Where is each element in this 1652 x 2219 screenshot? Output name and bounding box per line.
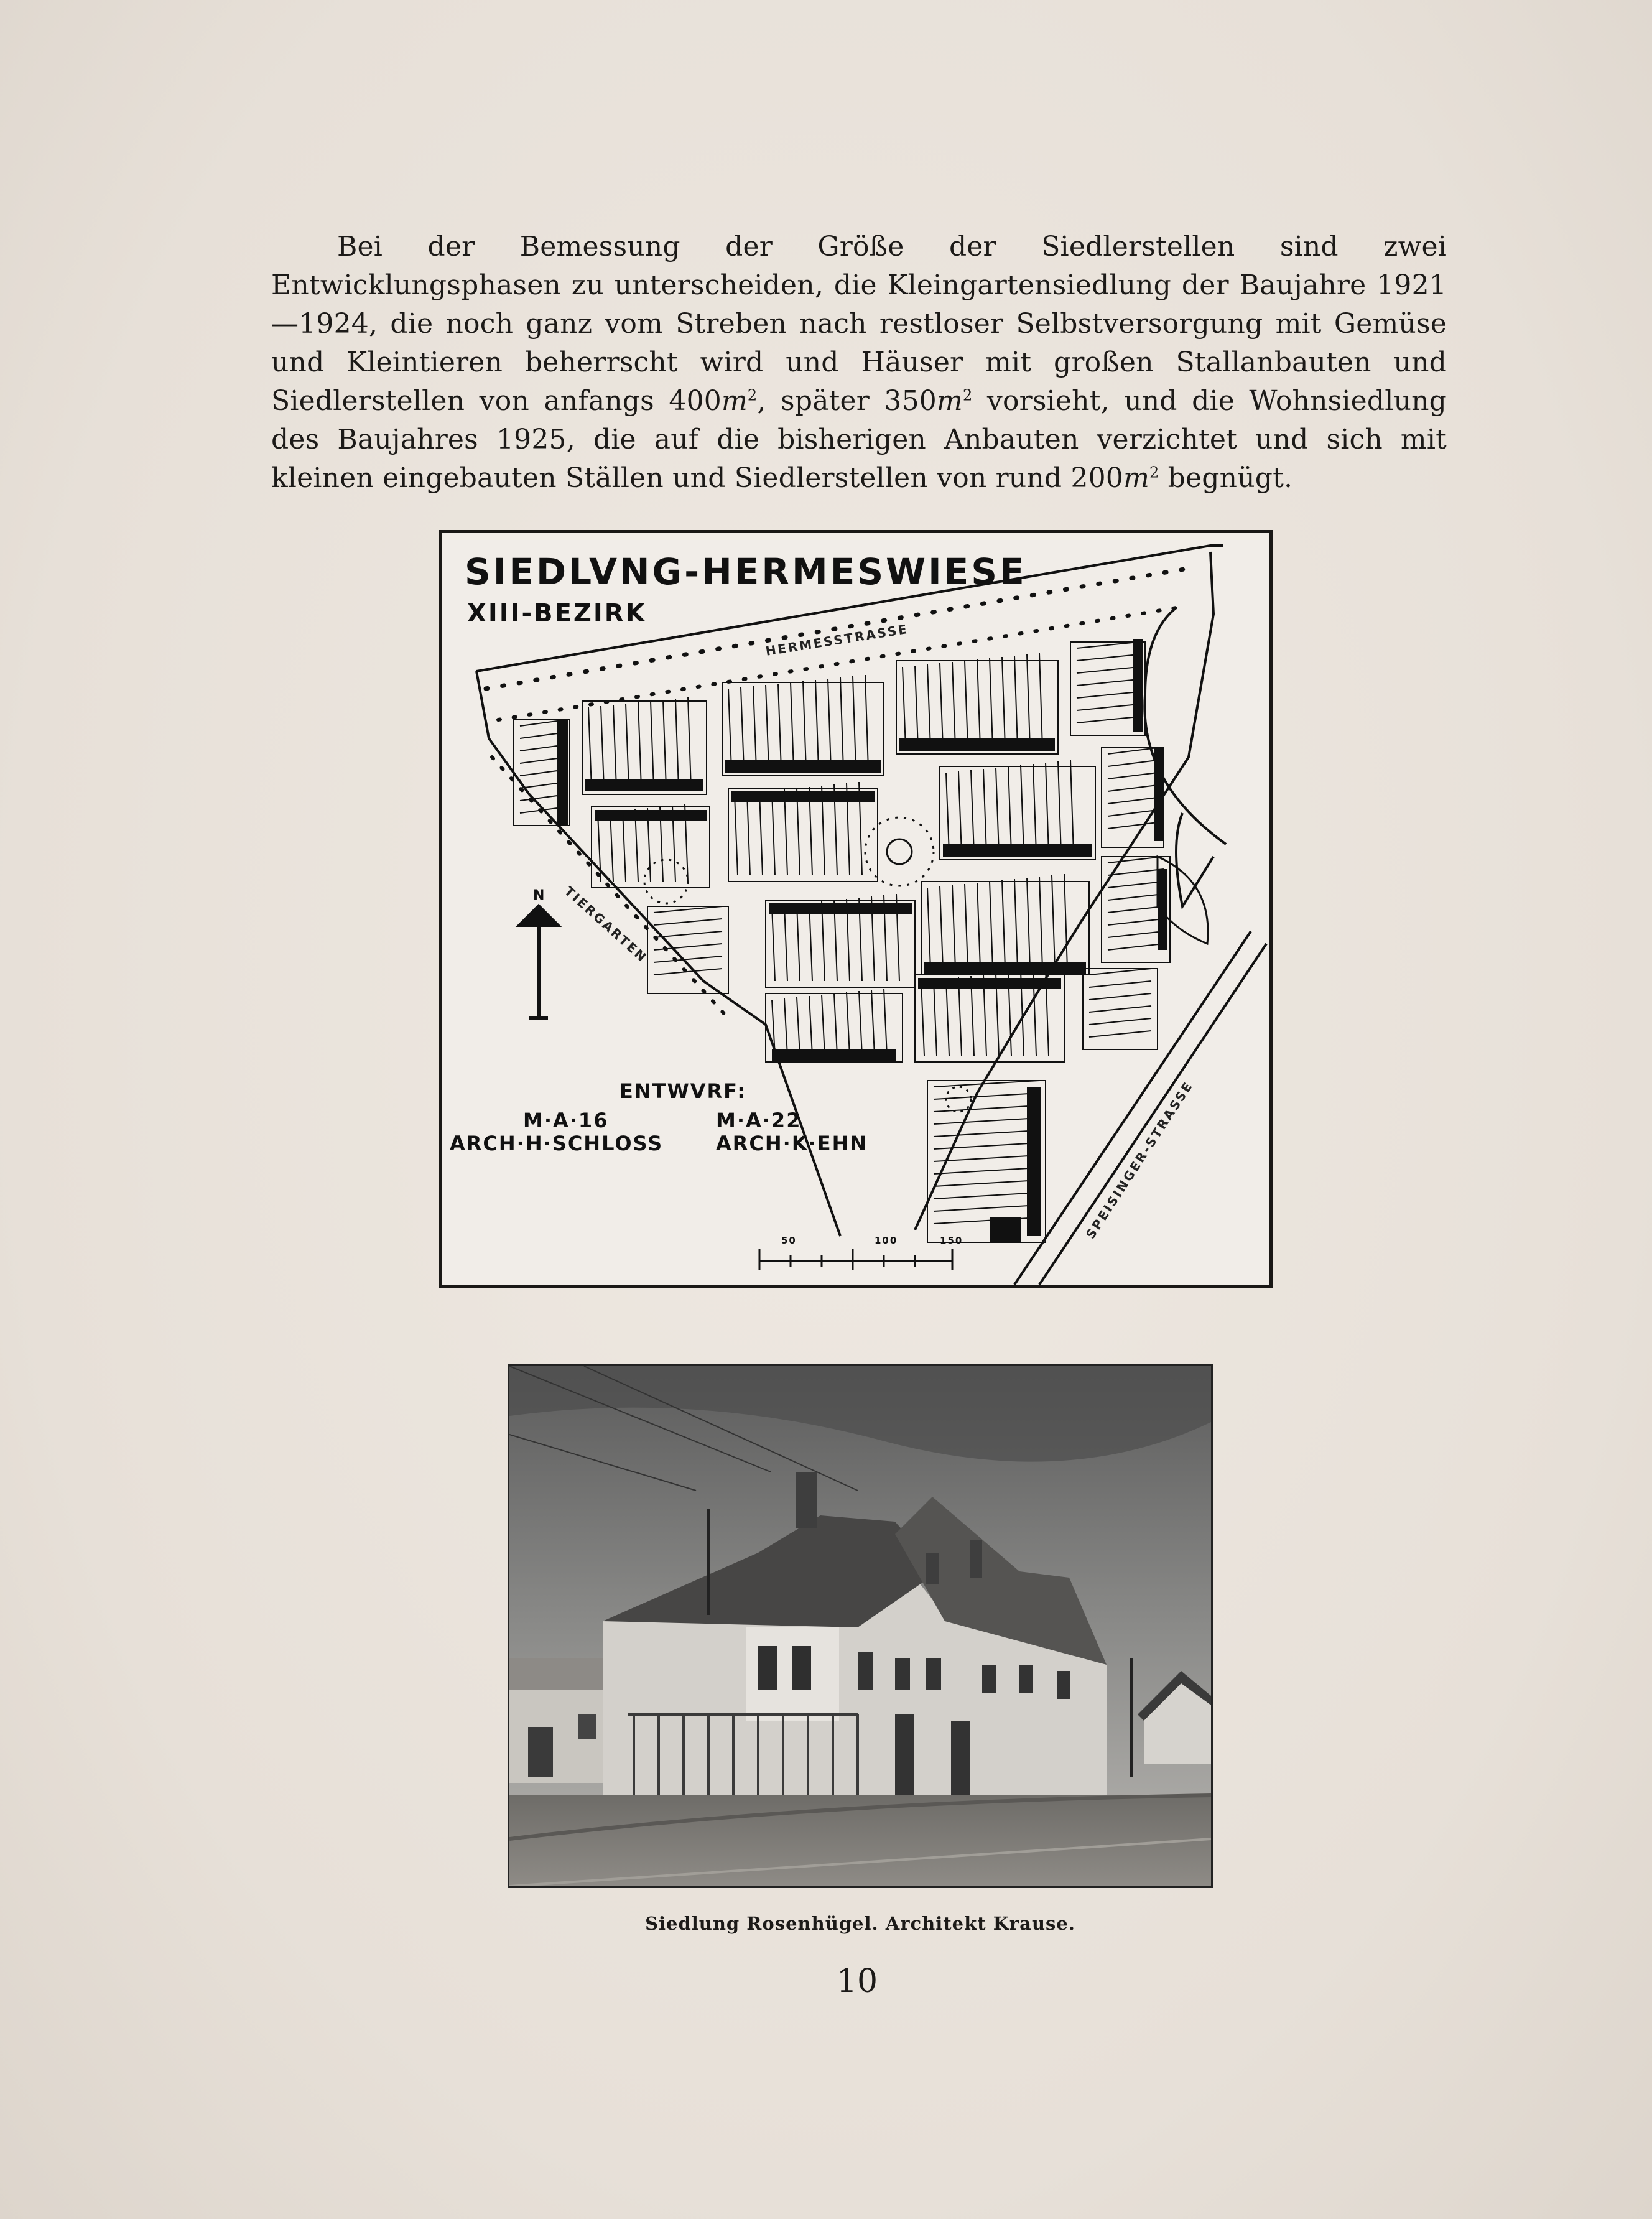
architect-right: ARCH·K·EHN <box>716 1132 868 1155</box>
site-plan-drawing <box>442 533 1269 1285</box>
settlement-photo <box>508 1364 1213 1888</box>
scale-label-3: 150 <box>940 1235 963 1246</box>
scale-label-2: 100 <box>875 1235 898 1246</box>
block-12 <box>921 874 1089 975</box>
street-label-hermes: HERMESSTRASSE <box>764 621 910 659</box>
plan-title: SIEDLVNG-HERMESWIESE <box>465 551 1027 593</box>
architect-left: ARCH·H·SCHLOSS <box>450 1132 664 1155</box>
scale-label-1: 50 <box>781 1235 797 1246</box>
block-16 <box>1083 969 1158 1049</box>
office-right: M·A·22 <box>716 1109 802 1132</box>
street-label-speisinger: SPEISINGER-STRASSE <box>1082 1078 1196 1242</box>
design-heading: ENTWVRF: <box>620 1079 747 1103</box>
street-label-tiergarten: TIERGARTEN <box>561 883 651 966</box>
site-plan-figure <box>439 530 1273 1288</box>
office-left: M·A·16 <box>523 1109 609 1132</box>
page-number: 10 <box>836 1963 878 2000</box>
plan-district: XIII-BEZIRK <box>467 599 647 628</box>
north-label: N <box>533 888 546 903</box>
block-10 <box>647 906 728 993</box>
body-paragraph: Bei der Bemessung der Größe der Siedlerstellen sind zwei Entwicklungsphasen zu unterscheiden, die Kleingartensiedlung der Baujahre 1921—1924, die noch ganz vom Streben nach restloser Selbstversorgung mit Gemüse und Kleintieren beherrscht wird und Häuser mit großen Stallanbauten und Siedlerstellen von anfangs $400m^2$, später $350m^2$ vorsieht, und die Wohnsiedlung des Baujahres 1925, die auf die bisherigen Anbauten verzichtet und sich mit kleinen eingebauten Ställen und Siedlerstellen von rund $200m^2$ begnügt. <box>271 231 1447 494</box>
photo-caption: Siedlung Rosenhügel. Architekt Krause. <box>645 1913 1075 1934</box>
